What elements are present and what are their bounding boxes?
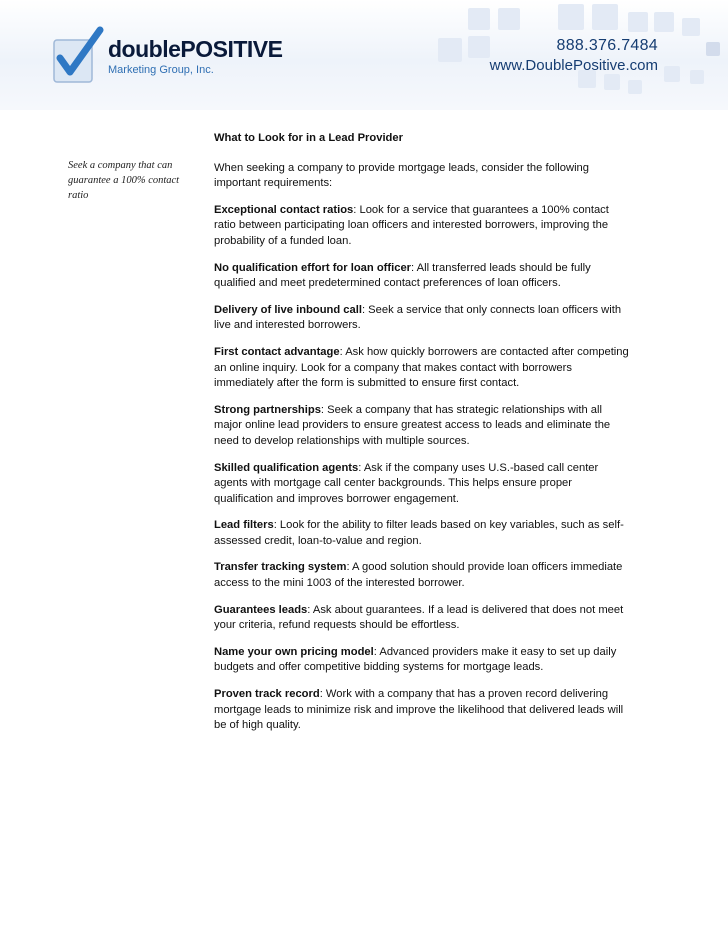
requirement-text: : Seek a service that only connects loan officers with live and interested borrowers. xyxy=(214,303,622,332)
requirement-text: : Advanced providers make it easy to set up daily budgets and offer competitive bidding systems for mortgage leads. xyxy=(214,645,617,674)
requirement-text: : Ask how quickly borrowers are contacted after competing an online inquiry. Look for a company that makes contact with borrowers immediately after the form is submitted to ensure first contact. xyxy=(214,345,629,390)
brand-prefix: double xyxy=(108,36,181,62)
requirement-term: Delivery of live inbound call xyxy=(214,303,362,316)
document-title: What to Look for in a Lead Provider xyxy=(214,132,403,144)
requirement-paragraph xyxy=(214,203,632,250)
requirement-paragraph xyxy=(214,560,632,591)
brand-subtitle: Marketing Group, Inc. xyxy=(108,64,214,76)
sidebar-callout: Seek a company that can guarantee a 100% contact ratio xyxy=(68,160,180,201)
phone-number: 888.376.7484 xyxy=(556,37,658,54)
requirement-text: : A good solution should provide loan officers immediate access to the mini 1003 of the interested borrower. xyxy=(214,561,623,590)
intro-paragraph: When seeking a company to provide mortgage leads, consider the following important requirements: xyxy=(214,161,589,190)
requirement-term: No qualification effort for loan officer xyxy=(214,261,412,274)
requirement-paragraph xyxy=(214,461,632,508)
letterhead xyxy=(0,0,728,110)
requirement-term: Strong partnerships xyxy=(214,403,321,416)
requirement-text: : Seek a company that has strategic relationships with all major online lead providers to ensure greatest access to leads and eliminate the need to develop relationships with multiple sources. xyxy=(214,403,611,447)
requirement-paragraph xyxy=(214,403,632,450)
requirement-text: : Look for the ability to filter leads based on key variables, such as self-assessed credit, loan-to-value and region. xyxy=(214,519,624,547)
requirement-text: : Ask about guarantees. If a lead is delivered that does not meet your criteria, refund requests should be effortless. xyxy=(214,603,624,632)
requirement-text: : Look for a service that guarantees a 100% contact ratio between participating loan officers and interested borrowers, improving the probability of a funded loan. xyxy=(214,203,609,247)
brand-name xyxy=(108,36,282,63)
requirement-term: Proven track record xyxy=(214,688,320,701)
requirement-term: Name your own pricing model xyxy=(214,645,374,658)
requirement-paragraph xyxy=(214,345,632,392)
requirement-text: : Ask if the company uses U.S.-based call center agents with mortgage call center backgrounds. This helps ensure proper qualification and improves borrower engagement. xyxy=(214,461,599,505)
requirement-term: Transfer tracking system xyxy=(214,561,347,574)
requirement-term: Skilled qualification agents xyxy=(214,461,359,474)
decorative-squares xyxy=(428,0,728,110)
requirement-term: First contact advantage xyxy=(214,345,340,358)
requirement-paragraph xyxy=(214,603,632,634)
requirement-term: Guarantees leads xyxy=(214,603,308,616)
brand-suffix: POSITIVE xyxy=(180,36,283,62)
requirement-paragraph xyxy=(214,687,632,734)
requirement-term: Exceptional contact ratios xyxy=(214,203,354,216)
requirement-paragraph xyxy=(214,261,632,292)
requirement-paragraph xyxy=(214,518,632,549)
requirement-term: Lead filters xyxy=(214,519,274,532)
website-url: www.DoublePositive.com xyxy=(489,57,658,74)
document-body xyxy=(214,131,632,745)
requirements-list xyxy=(214,203,632,734)
checkmark-logo-icon xyxy=(52,26,104,86)
requirement-text: : All transferred leads should be fully qualified and meet predetermined contact preferences of loan officers. xyxy=(214,261,591,290)
requirement-text: : Work with a company that has a proven record delivering mortgage leads to minimize risk and improve the likelihood that delivered leads will be of high quality. xyxy=(214,688,624,732)
requirement-paragraph xyxy=(214,645,632,676)
requirement-paragraph xyxy=(214,303,632,334)
